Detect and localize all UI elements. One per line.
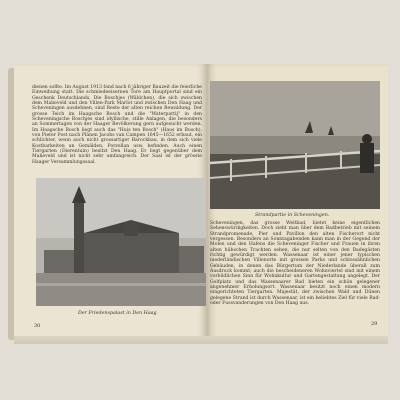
left-photo-caption: Der Friedenspalast in Den Haag (78, 311, 157, 316)
right-page-text (210, 221, 380, 307)
peace-palace-photo (36, 178, 206, 306)
right-photo-caption: Strandpartie in Scheveningen. (255, 213, 330, 218)
left-page-body: dienen sollte. Im August 1913 fand nach 6 jähriger Bauzeit die feierliche Einweihung statt. Die schmiedeeisernen Tore am Hauptportal sind ein Geschenk Deutschlands. Die Boschjes (Wäldchen), die sich zwischen dem Malieveld und den Villen-Park Marlot und zwischen Den Haag und Scheveningen ausdehnen, sind Reste der alten reichen Bewaldung. Der grosse Teich im Haagsche Bosch und die "Waterpartij" in den Scheveningsche Boschjes sind idyllische, stille Anlagen, die besonders an Sommertagen von der Haager Bevölkerung gern aufgesucht werden. Im Haagsche Bosch liegt auch das "Huis ten Bosch" (Haus im Busch), von Pieter Post nach Plänen Jacobs van Campen 1645—1652 erbaut, ein schlichter, wenn auch nicht grossartiger Barockbau, in dem sich viele Kostbarkeiten an Gemälden, Porzellan usw. befinden. Auch einen Tiergarten (Dierentuin) besitzt Den Haag. Er liegt gegenüber dem Malieveld und ist nicht sehr umfangreich. Der Saal ist der grösste Haager Versammlungssaal. (32, 85, 202, 165)
right-page-body: Scheveningen, das grosse Weltbad, bietet keine eigentlichen Sehenswürdigkeiten. Doch zieht man über dem Badbetrieb mit seinem Strandpromenade, Pier und Pavillon den alten Fischerort nicht vergessen. Besonders an Sonntagabenden kann man in der Gegend der Molen und den Hafens die Scheveninger Fischer und Frauen in ihren alten hübschen Trachten sehen, die nur selten von den Badegästen richtig gewürdigt werden. Wassenaar ist einer jener typischen niederländischen Villenorte mit grossen Parks und schlossähnlichen Gebäuden, in denen das Bürgertum der Niederlande überall zum Ausdruck kommt; auch die bescheideneren Wohnviertel sind mit einem vorbildlichen Sinn für Wohnkultur und Gartengestaltung angelegt. Der Golfplatz und das Wassenaarer Bad bieten ein schön gelegener angenehmer Erholungsort. Wassenaar besitzt noch einen modern eingerichteten Tiergarten. Majestät, der zwischen Wald und Dünen gelegene Strand ist durch Wassenaar, ist ein beliebtes Ziel für viele Rad- oder Fussvanderungen von Den Haag aus. (210, 221, 380, 307)
left-page-number: 30 (34, 323, 41, 329)
right-page-number: 29 (371, 321, 378, 327)
scheveningen-beach-photo (210, 81, 380, 209)
beach-illustration (210, 81, 380, 209)
peace-palace-illustration (36, 178, 206, 306)
book-bottom-edge (14, 336, 388, 344)
left-page-text (32, 85, 202, 165)
